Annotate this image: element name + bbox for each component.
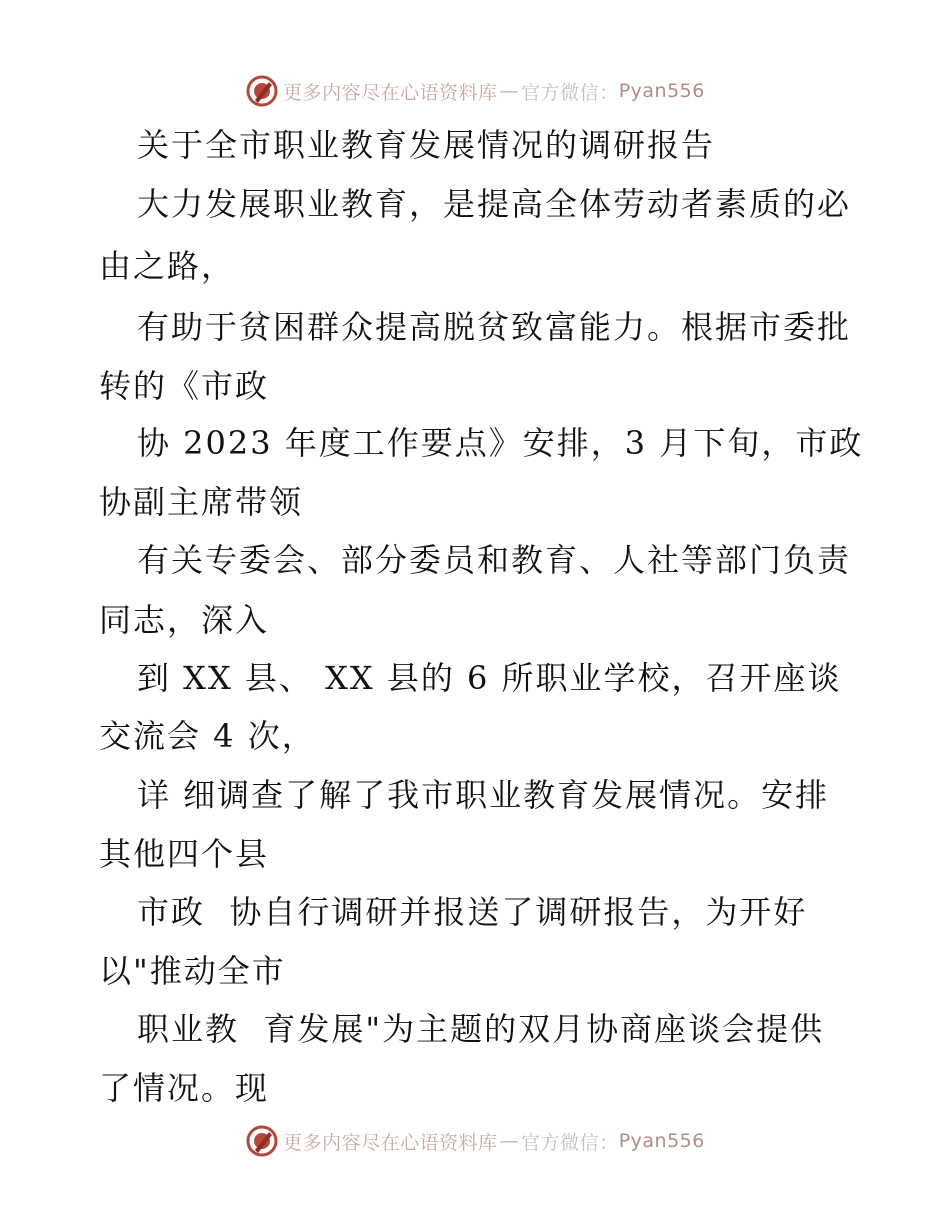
watermark-site-text: 更多内容尽在心语资料库 xyxy=(283,1131,498,1154)
paragraph-line: 其他四个县 xyxy=(99,835,270,873)
paragraph-line: 由之路， xyxy=(99,247,236,285)
watermark-contact-label: 官方微信： xyxy=(521,81,619,104)
paragraph-line: 有关专委会、部分委员和教育、人社等部门负责 xyxy=(137,541,852,579)
watermark-contact-label: 官方微信： xyxy=(521,1131,619,1154)
watermark-separator: — xyxy=(499,1130,520,1152)
paragraph-line: 详 细调查了解了我市职业教育发展情况。安排 xyxy=(137,776,830,814)
paragraph-line: 大力发展职业教育，是提高全体劳动者素质的必 xyxy=(137,185,852,223)
paragraph-line: 职业教 育发展"为主题的双月协商座谈会提供 xyxy=(137,1010,825,1048)
paragraph-line: 交流会 4 次， xyxy=(99,717,316,755)
paragraph-line: 市政 协自行调研并报送了调研报告，为开好 xyxy=(137,893,808,931)
paragraph-line: 到 XX 县、 XX 县的 6 所职业学校，召开座谈 xyxy=(137,659,842,697)
paragraph-line: 同志，深入 xyxy=(99,601,270,639)
document-title: 关于全市职业教育发展情况的调研报告 xyxy=(137,126,716,164)
footer-watermark xyxy=(0,1121,950,1161)
watermark-contact-id: Pyan556 xyxy=(618,1130,705,1152)
pen-seal-logo-icon xyxy=(245,1124,279,1158)
paragraph-line: 了情况。现 xyxy=(99,1069,270,1107)
watermark-separator: — xyxy=(499,80,520,102)
paragraph-line: 以"推动全市 xyxy=(99,952,286,990)
pen-seal-logo-icon xyxy=(245,74,279,108)
paragraph-line: 有助于贫困群众提高脱贫致富能力。根据市委批 xyxy=(137,308,852,346)
watermark-site-text: 更多内容尽在心语资料库 xyxy=(283,81,498,104)
header-watermark xyxy=(0,71,950,111)
paragraph-line: 协副主席带领 xyxy=(99,483,304,521)
watermark-contact-id: Pyan556 xyxy=(618,80,705,102)
paragraph-line: 转的《市政 xyxy=(99,367,270,405)
paragraph-line: 协 2023 年度工作要点》安排，3 月下旬，市政 xyxy=(137,424,864,462)
